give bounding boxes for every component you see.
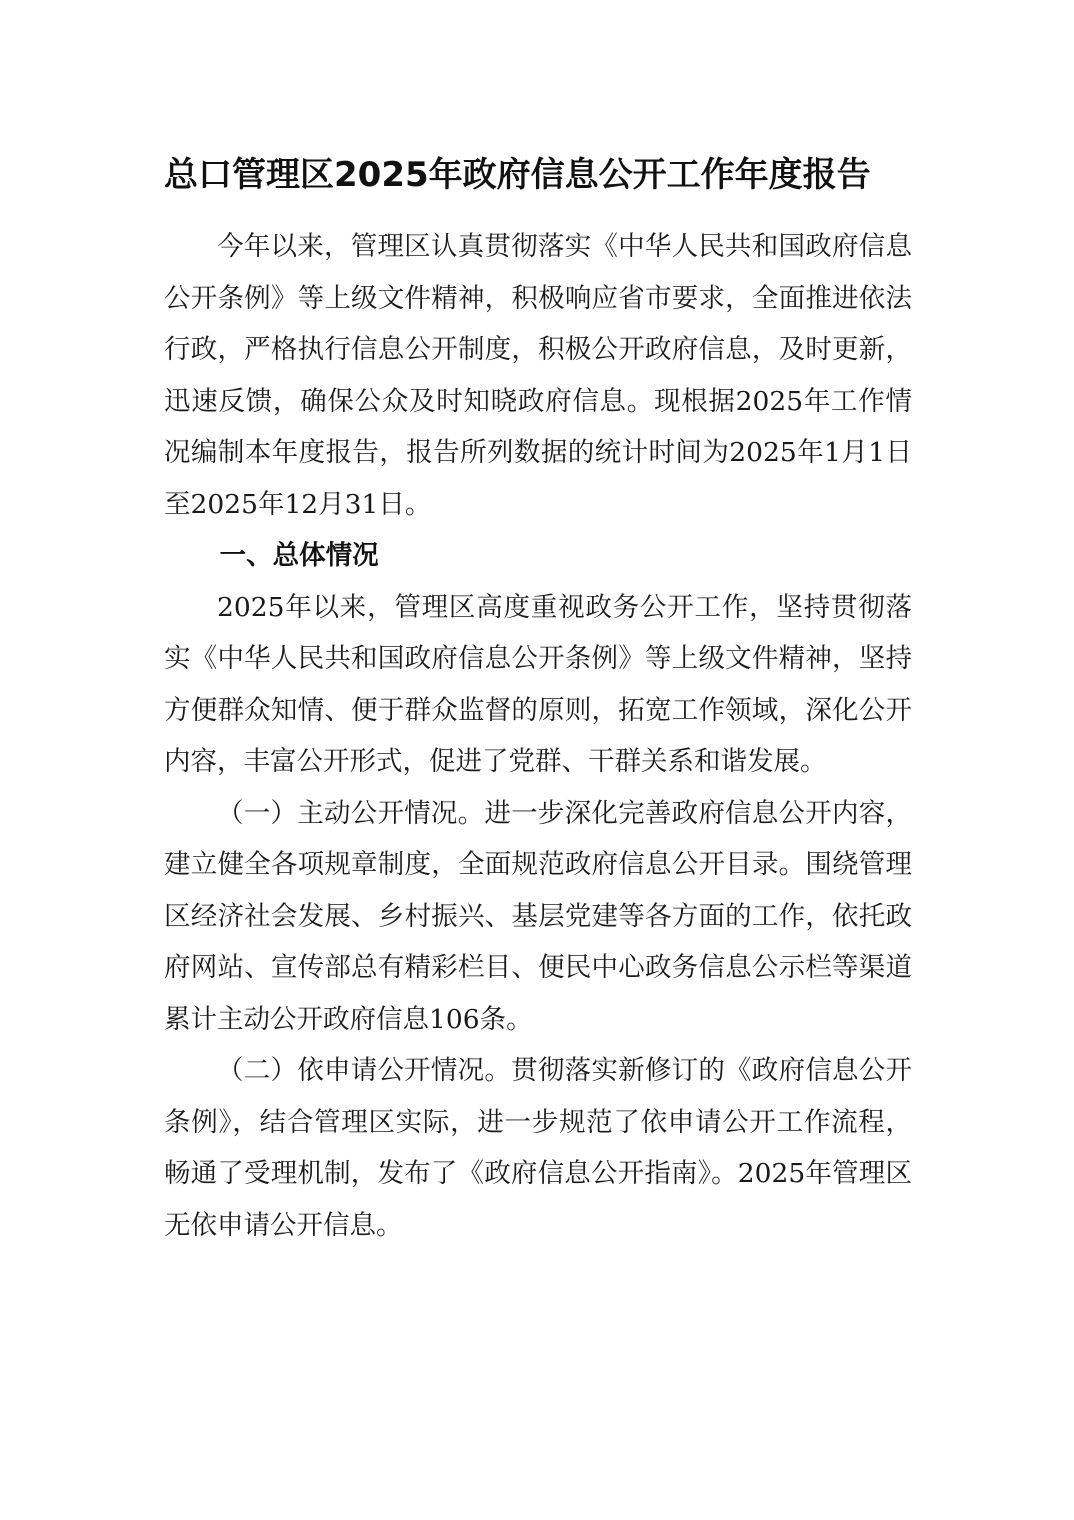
document-title: 总口管理区2025年政府信息公开工作年度报告 xyxy=(164,155,871,195)
section-heading-overview: 一、总体情况 xyxy=(219,540,379,571)
active-disclosure-paragraph: （一）主动公开情况。进一步深化完善政府信息公开内容，建立健全各项规章制度，全面规范政府信息公开目录。围绕管理区经济社会发展、乡村振兴、基层党建等各方面的工作，依托政府网站、宣传部总有精彩栏目、便民中心政务信息公示栏等渠道累计主动公开政府信息106条。 xyxy=(164,797,912,1035)
document-body xyxy=(164,221,912,1251)
intro-paragraph: 今年以来，管理区认真贯彻落实《中华人民共和国政府信息公开条例》等上级文件精神，积极响应省市要求，全面推进依法行政，严格执行信息公开制度，积极公开政府信息，及时更新，迅速反馈，确保公众及时知晓政府信息。现根据2025年工作情况编制本年度报告，报告所列数据的统计时间为2025年1月1日至2025年12月31日。 xyxy=(164,231,912,520)
overview-paragraph: 2025年以来，管理区高度重视政务公开工作，坚持贯彻落实《中华人民共和国政府信息公开条例》等上级文件精神，坚持方便群众知情、便于群众监督的原则，拓宽工作领域，深化公开内容，丰富公开形式，促进了党群、干群关系和谐发展。 xyxy=(164,591,912,777)
application-disclosure-paragraph: （二）依申请公开情况。贯彻落实新修订的《政府信息公开条例》，结合管理区实际，进一步规范了依申请公开工作流程，畅通了受理机制，发布了《政府信息公开指南》。2025年管理区无依申请公开信息。 xyxy=(164,1055,912,1241)
